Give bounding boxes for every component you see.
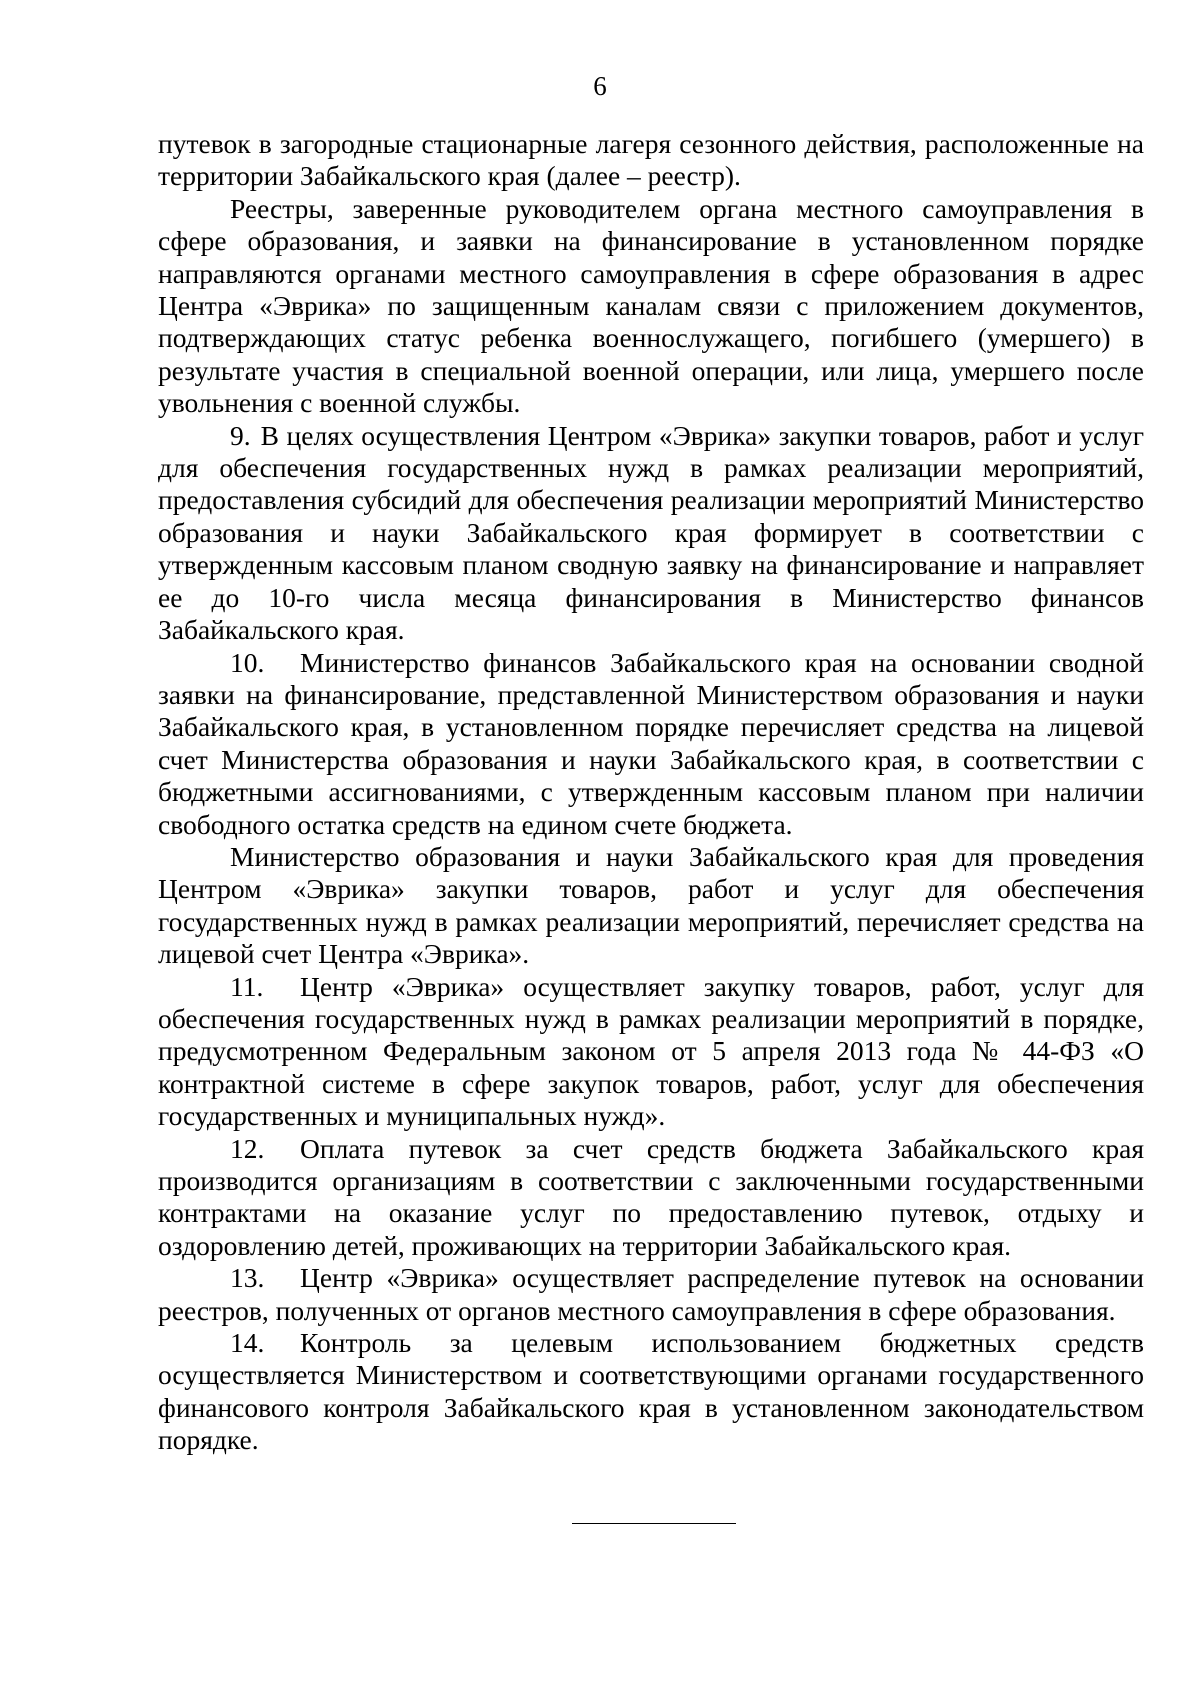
paragraph-9 (158, 420, 1144, 647)
paragraph-text: Контроль за целевым использованием бюджетных средств осуществляется Министерством и соответствующими органами государственного финансового контроля Забайкальского края в установленном законодательством порядке. (158, 1327, 1144, 1456)
paragraph-14 (158, 1327, 1144, 1457)
document-body (158, 128, 1144, 1457)
paragraph-number: 9. (230, 419, 251, 451)
paragraph-11 (158, 971, 1144, 1133)
paragraph-10 (158, 647, 1144, 841)
paragraph-number: 12. (230, 1132, 265, 1164)
paragraph-text: Министерство финансов Забайкальского края на основании сводной заявки на финансирование, представленной Министерством образования и науки Забайкальского края, в установленном порядке перечисляет средства на лицевой счет Министерства образования и науки Забайкальского края, в соответствии с бюджетными ассигнованиями, с утвержденным кассовым планом при наличии свободного остатка средств на едином счете бюджета. (158, 646, 1144, 840)
paragraph-text: Реестры, заверенные руководителем органа местного самоуправления в сфере образования, и заявки на финансирование в установленном порядке направляются органами местного самоуправления в сфере образования в адрес Центра «Эврика» по защищенным каналам связи с приложением документов, подтверждающих статус ребенка военнослужащего, погибшего (умершего) в результате участия в специальной военной операции, или лица, умершего после увольнения с военной службы. (158, 192, 1144, 419)
paragraph-10-transfer (158, 841, 1144, 971)
paragraph-text: Центр «Эврика» осуществляет закупку товаров, работ, услуг для обеспечения государственных нужд в рамках реализации мероприятий в порядке, предусмотренном Федеральным законом от 5 апреля 2013 года № 44-ФЗ «О контрактной системе в сфере закупок товаров, работ, услуг для обеспечения государственных и муниципальных нужд». (158, 970, 1144, 1132)
paragraph-registries (158, 193, 1144, 420)
paragraph-text: В целях осуществления Центром «Эврика» закупки товаров, работ и услуг для обеспечения государственных нужд в рамках реализации мероприятий, предоставления субсидий для обеспечения реализации мероприятий Министерство образования и науки Забайкальского края формирует в соответствии с утвержденным кассовым планом сводную заявку на финансирование и направляет ее до 10-го числа месяца финансирования в Министерство финансов Забайкальского края. (158, 419, 1144, 646)
paragraph-text: Центр «Эврика» осуществляет распределение путевок на основании реестров, полученных от органов местного самоуправления в сфере образования. (158, 1262, 1144, 1326)
paragraph-text: Министерство образования и науки Забайкальского края для проведения Центром «Эврика» закупки товаров, работ и услуг для обеспечения государственных нужд в рамках реализации мероприятий, перечисляет средства на лицевой счет Центра «Эврика». (158, 840, 1144, 970)
closing-divider-line (572, 1523, 736, 1524)
page-number: 6 (593, 71, 607, 101)
paragraph-12 (158, 1133, 1144, 1263)
paragraph-registry-continuation (158, 128, 1144, 193)
paragraph-number: 14. (230, 1327, 265, 1359)
paragraph-number: 13. (230, 1262, 265, 1294)
paragraph-13 (158, 1262, 1144, 1327)
paragraph-number: 11. (230, 970, 264, 1002)
paragraph-number: 10. (230, 646, 265, 678)
paragraph-text: Оплата путевок за счет средств бюджета Забайкальского края производится организациям в соответствии с заключенными государственными контрактами на оказание услуг по предоставлению путевок, отдыху и оздоровлению детей, проживающих на территории Забайкальского края. (158, 1132, 1144, 1261)
paragraph-text: путевок в загородные стационарные лагеря сезонного действия, расположенные на территории Забайкальского края (далее – реестр). (158, 128, 1144, 192)
